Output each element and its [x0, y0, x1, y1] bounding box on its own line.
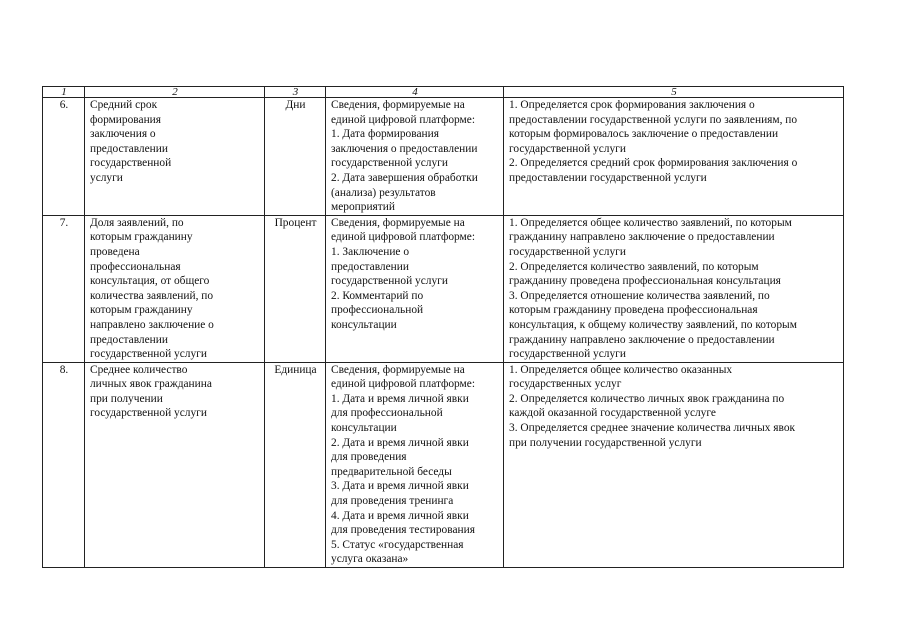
table-row	[43, 98, 844, 216]
header-row	[43, 87, 844, 98]
calculation-method: 1. Определяется срок формирования заключения о предоставлении государственной услуги по заявлениям, по которым формировалось заключение о предоставлении государственной услуги 2. Определяется средний срок формирования заключения о предоставлении государственной услуги	[509, 99, 798, 184]
indicator-name: Доля заявлений, по которым гражданину проведена профессиональная консультация, от общего количества заявлений, по которым гражданину направлено заключение о предоставлении государственной услуги	[90, 216, 214, 361]
data-source: Сведения, формируемые на единой цифровой платформе: 1. Дата формирования заключения о предоставлении государственной услуги 2. Дата завершения обработки (анализа) результатов мероприятий	[331, 99, 478, 214]
indicator-name: Среднее количество личных явок гражданина при получении государственной услуги	[90, 363, 212, 420]
row-number: 7.	[43, 215, 85, 362]
header-col-3: 3	[265, 87, 326, 98]
calculation-method-cell	[504, 98, 844, 216]
indicators-table	[42, 86, 844, 568]
table-body	[43, 98, 844, 568]
header-col-1: 1	[43, 87, 85, 98]
calculation-method-cell	[504, 362, 844, 567]
header-col-5: 5	[504, 87, 844, 98]
indicator-name-cell	[85, 215, 265, 362]
table-row	[43, 362, 844, 567]
data-source-cell	[326, 362, 504, 567]
data-source: Сведения, формируемые на единой цифровой платформе: 1. Дата и время личной явки для профессиональной консультации 2. Дата и время личной явки для проведения предварительной беседы 3. Дата и время личной явки для проведения тренинга 4. Дата и время личной явки для проведения тестирования 5. Статус «государственная услуга оказана»	[331, 363, 475, 566]
unit-of-measure: Единица	[265, 362, 326, 567]
header-col-4: 4	[326, 87, 504, 98]
indicator-name-cell	[85, 362, 265, 567]
table-row	[43, 215, 844, 362]
calculation-method-cell	[504, 215, 844, 362]
indicator-name-cell	[85, 98, 265, 216]
calculation-method: 1. Определяется общее количество оказанных государственных услуг 2. Определяется количество личных явок гражданина по каждой оказанной государственной услуге 3. Определяется среднее значение количества личных явок при получении государственной услуги	[509, 363, 796, 449]
data-source: Сведения, формируемые на единой цифровой платформе: 1. Заключение о предоставлении государственной услуги 2. Комментарий по профессиональной консультации	[331, 216, 475, 331]
header-col-2: 2	[85, 87, 265, 98]
unit-of-measure: Дни	[265, 98, 326, 216]
indicator-name: Средний срок формирования заключения о предоставлении государственной услуги	[90, 99, 172, 184]
data-source-cell	[326, 98, 504, 216]
table-header	[43, 87, 844, 98]
unit-of-measure: Процент	[265, 215, 326, 362]
row-number: 8.	[43, 362, 85, 567]
data-source-cell	[326, 215, 504, 362]
row-number: 6.	[43, 98, 85, 216]
calculation-method: 1. Определяется общее количество заявлений, по которым гражданину направлено заключение о предоставлении государственной услуги 2. Определяется количество заявлений, по которым гражданину проведена профессиональная консультация 3. Определяется отношение количества заявлений, по которым гражданину проведена профессиональная консультация, к общему количеству заявлений, по которым гражданину направлено заключение о предоставлении государственной услуги	[509, 216, 797, 361]
